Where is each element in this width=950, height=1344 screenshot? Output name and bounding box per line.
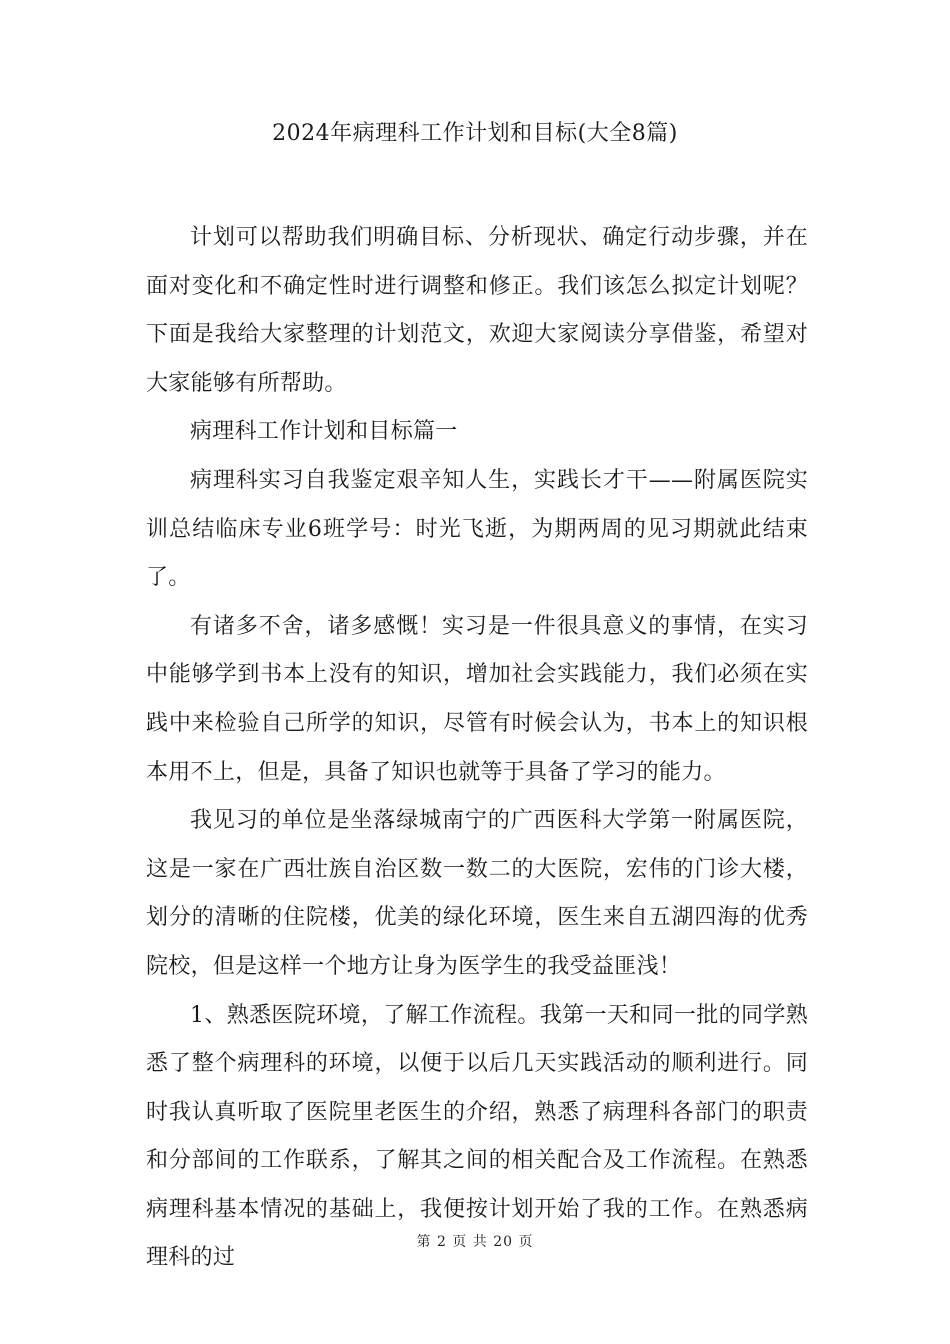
page-number-footer: 第 2 页 共 20 页	[416, 1234, 534, 1250]
section-heading: 病理科工作计划和目标篇一	[190, 419, 458, 445]
paragraph: 我见习的单位是坐落绿城南宁的广西医科大学第一附属医院，这是一家在广西壮族自治区数一数二的大医院，宏伟的门诊大楼，划分的清晰的住院楼，优美的绿化环境，医生来自五湖四海的优秀院校，但是这样一个地方让身为医学生的我受益匪浅！	[146, 808, 808, 979]
paragraph-intro: 计划可以帮助我们明确目标、分析现状、确定行动步骤，并在面对变化和不确定性时进行调整和修正。我们该怎么拟定计划呢？下面是我给大家整理的计划范文，欢迎大家阅读分享借鉴，希望对大家能够有所帮助。	[146, 225, 808, 396]
paragraph: 病理科实习自我鉴定艰辛知人生，实践长才干——附属医院实训总结临床专业6班学号：时光飞逝，为期两周的见习期就此结束了。	[146, 467, 808, 591]
document-title: 2024年病理科工作计划和目标(大全8篇)	[272, 121, 678, 146]
paragraph: 1、熟悉医院环境，了解工作流程。我第一天和同一批的同学熟悉了整个病理科的环境，以便于以后几天实践活动的顺利进行。同时我认真听取了医院里老医生的介绍，熟悉了病理科各部门的职责和分部间的工作联系，了解其之间的相关配合及工作流程。在熟悉病理科基本情况的基础上，我便按计划开始了我的工作。在熟悉病理科的过	[146, 1002, 808, 1271]
paragraph: 有诸多不舍，诸多感慨！实习是一件很具意义的事情，在实习中能够学到书本上没有的知识，增加社会实践能力，我们必须在实践中来检验自己所学的知识，尽管有时候会认为，书本上的知识根本用不上，但是，具备了知识也就等于具备了学习的能力。	[146, 613, 808, 785]
document-body	[146, 214, 808, 1283]
